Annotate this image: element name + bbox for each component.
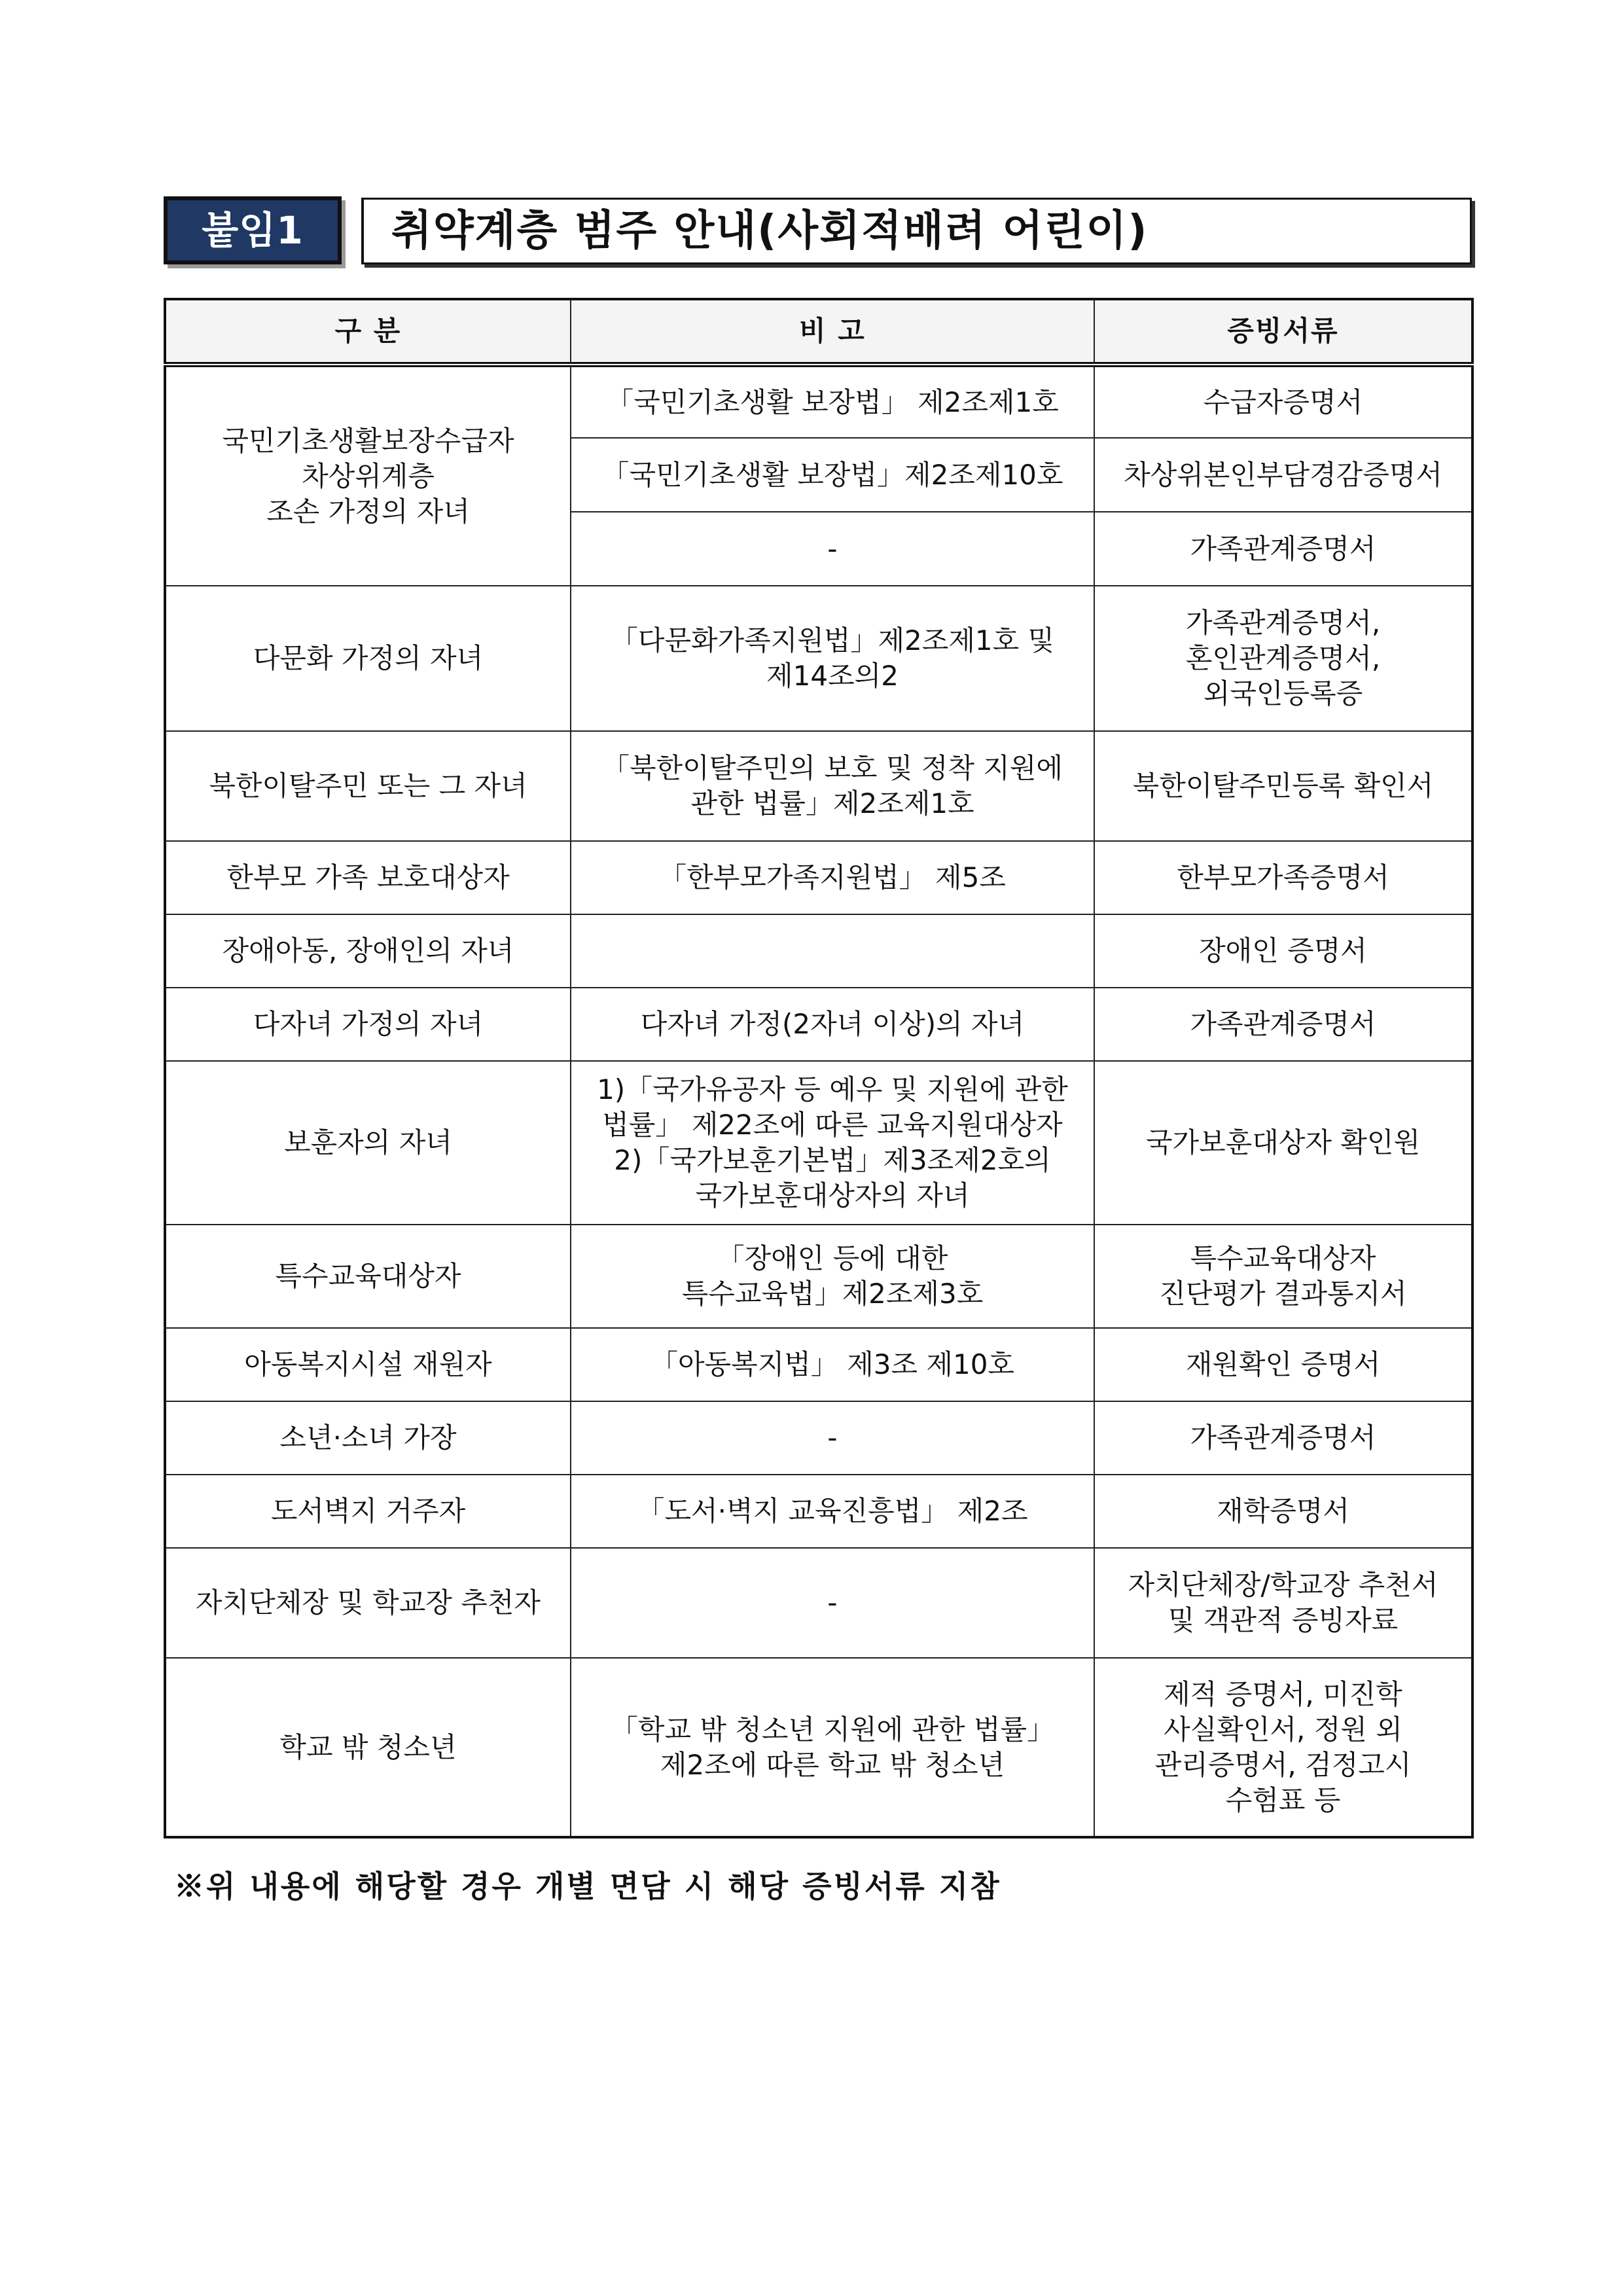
document-line: 외국인등록증 — [1203, 677, 1363, 709]
document-cell — [1094, 586, 1472, 731]
document-cell: 재학증명서 — [1094, 1475, 1472, 1548]
document-line: 혼인관계증명서, — [1185, 642, 1381, 674]
document-line: 가족관계증명서, — [1185, 607, 1381, 639]
document-line: 사실확인서, 정원 외 — [1164, 1713, 1402, 1746]
note-line: 법률」 제22조에 따른 교육지원대상자 — [602, 1109, 1063, 1141]
note-cell: - — [571, 512, 1094, 586]
category-cell: 한부모 가족 보호대상자 — [165, 841, 571, 914]
note-line: 특수교육법」제2조제3호 — [681, 1278, 984, 1310]
category-cell: 장애아동, 장애인의 자녀 — [165, 914, 571, 988]
category-cell: 다자녀 가정의 자녀 — [165, 988, 571, 1061]
page-header — [164, 196, 1471, 264]
document-line: 관리증명서, 검정고시 — [1154, 1748, 1412, 1781]
table-row — [165, 1225, 1472, 1328]
document-cell — [1094, 1548, 1472, 1658]
table-row — [165, 365, 1472, 438]
category-cell: 소년·소녀 가장 — [165, 1401, 571, 1475]
category-cell: 아동복지시설 재원자 — [165, 1328, 571, 1401]
note-cell — [571, 586, 1094, 731]
note-cell: 「한부모가족지원법」 제5조 — [571, 841, 1094, 914]
document-cell: 국가보훈대상자 확인원 — [1094, 1061, 1472, 1225]
note-cell: 「도서·벽지 교육진흥법」 제2조 — [571, 1475, 1094, 1548]
note-line: 「학교 밖 청소년 지원에 관한 법률」 — [610, 1713, 1055, 1746]
document-line: 특수교육대상자 — [1190, 1242, 1376, 1274]
note-line: 「다문화가족지원법」제2조제1호 및 — [610, 624, 1055, 656]
table-row — [165, 988, 1472, 1061]
document-line: 수험표 등 — [1225, 1784, 1341, 1816]
note-line: 「북한이탈주민의 보호 및 정착 지원에 — [602, 752, 1063, 784]
document-cell — [1094, 1225, 1472, 1328]
document-cell: 수급자증명서 — [1094, 365, 1472, 438]
table-row — [165, 1401, 1472, 1475]
document-cell — [1094, 1658, 1472, 1837]
note-cell: - — [571, 1548, 1094, 1658]
note-cell: - — [571, 1401, 1094, 1475]
note-line: 관한 법률」제2조제1호 — [690, 787, 974, 819]
category-line: 국민기초생활보장수급자 — [222, 424, 514, 457]
note-cell — [571, 1061, 1094, 1225]
table-header-row — [165, 299, 1472, 365]
category-line: 차상위계층 — [302, 459, 435, 492]
document-cell: 한부모가족증명서 — [1094, 841, 1472, 914]
note-cell — [571, 1225, 1094, 1328]
note-cell: 「국민기초생활 보장법」 제2조제1호 — [571, 365, 1094, 438]
attachment-badge: 붙임1 — [164, 196, 342, 264]
table-row — [165, 1475, 1472, 1548]
category-line: 조손 가정의 자녀 — [266, 495, 470, 528]
note-line: 1)「국가유공자 등 예우 및 지원에 관한 — [597, 1073, 1068, 1105]
note-line: 제2조에 따른 학교 밖 청소년 — [660, 1748, 1005, 1781]
category-cell — [165, 365, 571, 586]
category-cell: 보훈자의 자녀 — [165, 1061, 571, 1225]
table-row — [165, 586, 1472, 731]
category-cell: 학교 밖 청소년 — [165, 1658, 571, 1837]
header-documents: 증빙서류 — [1094, 299, 1472, 365]
category-cell: 자치단체장 및 학교장 추천자 — [165, 1548, 571, 1658]
note-cell: 다자녀 가정(2자녀 이상)의 자녀 — [571, 988, 1094, 1061]
note-line: 「장애인 등에 대한 — [717, 1242, 948, 1274]
table-row — [165, 1658, 1472, 1837]
document-cell: 재원확인 증명서 — [1094, 1328, 1472, 1401]
document-cell: 가족관계증명서 — [1094, 988, 1472, 1061]
table-row — [165, 841, 1472, 914]
title-box — [361, 198, 1472, 264]
note-line: 2)「국가보훈기본법」제3조제2호의 — [614, 1144, 1051, 1176]
table-row — [165, 914, 1472, 988]
document-line: 및 객관적 증빙자료 — [1168, 1604, 1399, 1636]
category-cell: 북한이탈주민 또는 그 자녀 — [165, 731, 571, 841]
note-line: 국가보훈대상자의 자녀 — [695, 1179, 970, 1211]
header-note: 비 고 — [571, 299, 1094, 365]
category-cell: 도서벽지 거주자 — [165, 1475, 571, 1548]
document-line: 자치단체장/학교장 추천서 — [1128, 1569, 1438, 1601]
note-cell: 「국민기초생활 보장법」제2조제10호 — [571, 438, 1094, 512]
document-cell: 가족관계증명서 — [1094, 512, 1472, 586]
document-line: 진단평가 결과통지서 — [1159, 1278, 1407, 1310]
table-row — [165, 1061, 1472, 1225]
table-row — [165, 1328, 1472, 1401]
table-row — [165, 731, 1472, 841]
header-category: 구 분 — [165, 299, 571, 365]
category-cell: 다문화 가정의 자녀 — [165, 586, 571, 731]
document-cell: 가족관계증명서 — [1094, 1401, 1472, 1475]
document-cell: 차상위본인부담경감증명서 — [1094, 438, 1472, 512]
table-row — [165, 1548, 1472, 1658]
document-cell: 장애인 증명서 — [1094, 914, 1472, 988]
document-line: 제적 증명서, 미진학 — [1164, 1677, 1402, 1710]
note-cell — [571, 1658, 1094, 1837]
footnote: ※위 내용에 해당할 경우 개별 면담 시 해당 증빙서류 지참 — [174, 1869, 1001, 1904]
category-table — [164, 298, 1474, 1839]
document-cell: 북한이탈주민등록 확인서 — [1094, 731, 1472, 841]
page-title: 취약계층 범주 안내(사회적배려 어린이) — [391, 207, 1149, 255]
note-cell: 「아동복지법」 제3조 제10호 — [571, 1328, 1094, 1401]
note-line: 제14조의2 — [766, 660, 899, 692]
note-cell — [571, 914, 1094, 988]
note-cell — [571, 731, 1094, 841]
category-cell: 특수교육대상자 — [165, 1225, 571, 1328]
